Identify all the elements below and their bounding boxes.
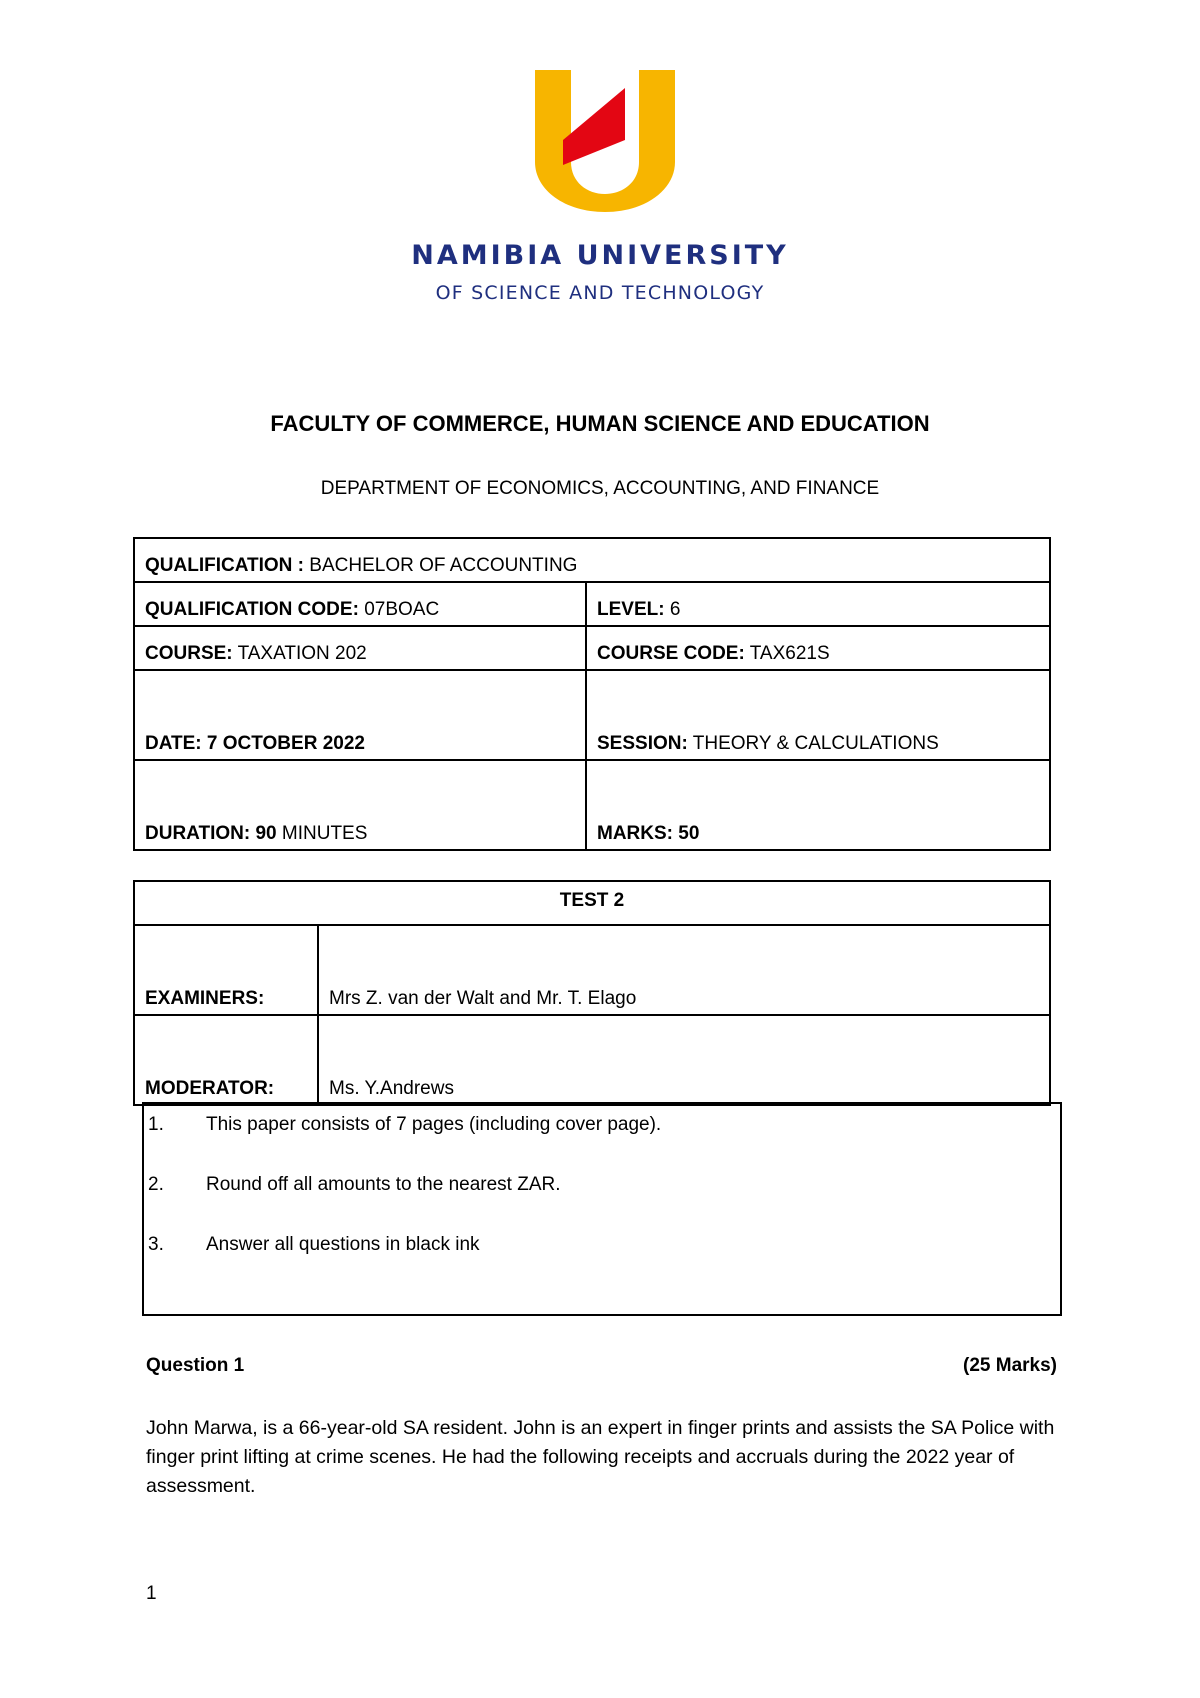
date-cell <box>134 670 586 760</box>
page-number: 1 <box>146 1583 157 1604</box>
course-code-cell <box>586 626 1050 670</box>
instruction-number: 2. <box>148 1174 164 1195</box>
level-label: LEVEL: <box>597 599 665 620</box>
course-value: TAXATION 202 <box>237 643 367 664</box>
course-label: COURSE: <box>145 643 233 664</box>
course-code-label: COURSE CODE: <box>597 643 745 664</box>
question-body: John Marwa, is a 66-year-old SA resident. John is an expert in finger prints and assists the SA Police with finger print lifting at crime scenes. He had the following receipts and accruals during the 2022 year of assessment. <box>146 1417 1055 1497</box>
test-title: TEST 2 <box>134 881 1050 925</box>
marks-cell <box>586 760 1050 850</box>
level-cell <box>586 582 1050 626</box>
duration-cell <box>134 760 586 850</box>
session-cell <box>586 670 1050 760</box>
marks-value: 50 <box>678 823 700 844</box>
test-table <box>133 880 1051 1106</box>
question-title: Question 1 <box>146 1355 245 1376</box>
date-label: DATE: <box>145 733 202 754</box>
faculty-heading: FACULTY OF COMMERCE, HUMAN SCIENCE AND EDUCATION <box>270 411 930 436</box>
duration-value-unit: MINUTES <box>281 823 368 844</box>
instruction-number: 1. <box>148 1114 164 1135</box>
department-heading: DEPARTMENT OF ECONOMICS, ACCOUNTING, AND FINANCE <box>320 478 880 499</box>
date-value: 7 OCTOBER 2022 <box>206 733 365 754</box>
instruction-item <box>148 1174 561 1196</box>
moderator-value: Ms. Y.Andrews <box>318 1015 1050 1105</box>
session-label: SESSION: <box>597 733 688 754</box>
qualification-code-cell <box>134 582 586 626</box>
examiners-label: EXAMINERS: <box>134 925 318 1015</box>
exam-details-table <box>133 537 1051 851</box>
instruction-number: 3. <box>148 1234 164 1255</box>
moderator-label: MODERATOR: <box>134 1015 318 1105</box>
duration-label: DURATION: <box>145 823 251 844</box>
university-name: NAMIBIA UNIVERSITY <box>411 240 789 271</box>
question-marks: (25 Marks) <box>963 1355 1057 1376</box>
level-value: 6 <box>669 599 681 620</box>
instruction-item <box>148 1114 661 1136</box>
qualification-code-value: 07BOAC <box>364 599 440 620</box>
qualification-cell <box>134 538 1050 582</box>
qualification-value: BACHELOR OF ACCOUNTING <box>309 555 578 576</box>
university-subtitle: OF SCIENCE AND TECHNOLOGY <box>435 282 765 304</box>
course-cell <box>134 626 586 670</box>
qualification-code-label: QUALIFICATION CODE: <box>145 599 359 620</box>
course-code-value: TAX621S <box>749 643 830 664</box>
instruction-text: This paper consists of 7 pages (including cover page). <box>206 1114 662 1135</box>
instruction-item <box>148 1234 480 1256</box>
university-logo-shield-icon <box>535 70 675 212</box>
duration-value-number: 90 <box>255 823 277 844</box>
qualification-label: QUALIFICATION : <box>145 555 305 576</box>
instructions-box <box>142 1102 1062 1316</box>
shield-red-bar <box>563 88 625 165</box>
marks-label: MARKS: <box>597 823 673 844</box>
instruction-text: Round off all amounts to the nearest ZAR. <box>206 1174 561 1195</box>
session-value: THEORY & CALCULATIONS <box>692 733 939 754</box>
examiners-value: Mrs Z. van der Walt and Mr. T. Elago <box>318 925 1050 1015</box>
instruction-text: Answer all questions in black ink <box>206 1234 480 1255</box>
